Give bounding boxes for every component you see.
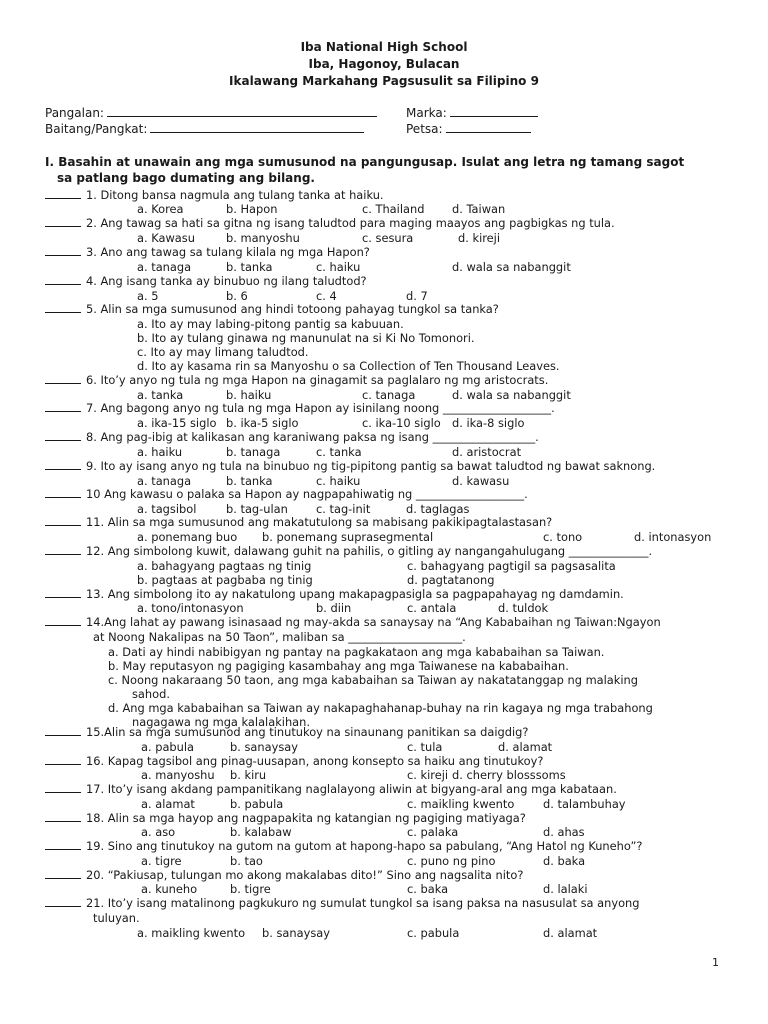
pangalan-line[interactable] bbox=[107, 106, 377, 117]
answer-option: b. 6 bbox=[226, 289, 248, 303]
answer-blank[interactable] bbox=[45, 897, 81, 907]
answer-option: c. kireji bbox=[407, 768, 449, 782]
question-15 bbox=[45, 725, 528, 739]
answer-option: c. ika-10 siglo bbox=[362, 416, 441, 430]
answer-option: c. Noong nakaraang 50 taon, ang mga kababaihan sa Taiwan ay nakatatanggap ng malaking bbox=[108, 673, 639, 687]
answer-option: c. palaka bbox=[407, 825, 459, 839]
answer-option: b. haiku bbox=[226, 388, 272, 402]
question-5 bbox=[45, 302, 499, 316]
question-text: 19. Sino ang tinutukoy na gutom na gutom at hapong-hapo sa pabulang, “Ang Hatol ng Kuneho”? bbox=[86, 839, 643, 853]
answer-option: b. tanka bbox=[226, 260, 273, 274]
question-text: 7. Ang bagong anyo ng tula ng mga Hapon ay isinilang noong ___________________. bbox=[86, 401, 555, 415]
answer-option: d. lalaki bbox=[543, 882, 588, 896]
petsa-label: Petsa: bbox=[406, 122, 443, 136]
school-name: Iba National High School bbox=[300, 40, 468, 54]
marka-field[interactable] bbox=[406, 106, 538, 120]
answer-blank[interactable] bbox=[45, 460, 81, 470]
answer-option: b. pagtaas at pagbaba ng tinig bbox=[137, 573, 313, 587]
answer-option: c. maikling kwento bbox=[407, 797, 515, 811]
school-address: Iba, Hagonoy, Bulacan bbox=[308, 57, 460, 71]
instructions bbox=[45, 154, 745, 186]
answer-option: d. aristocrat bbox=[452, 445, 522, 459]
answer-blank[interactable] bbox=[45, 189, 81, 199]
question-18 bbox=[45, 811, 526, 825]
question-9 bbox=[45, 459, 655, 473]
answer-blank[interactable] bbox=[45, 374, 81, 384]
answer-blank[interactable] bbox=[45, 431, 81, 441]
question-20 bbox=[45, 868, 523, 882]
instructions-line-2: sa patlang bago dumating ang bilang. bbox=[57, 171, 315, 185]
question-text-continued: at Noong Nakalipas na 50 Taon”, maliban sa ____________________. bbox=[93, 630, 466, 644]
answer-option: a. pabula bbox=[141, 740, 195, 754]
answer-option: d. wala sa nabanggit bbox=[452, 388, 571, 402]
answer-option: a. aso bbox=[141, 825, 176, 839]
answer-option: b. Hapon bbox=[226, 202, 278, 216]
answer-blank[interactable] bbox=[45, 869, 81, 879]
baitang-label: Baitang/Pangkat: bbox=[45, 122, 148, 136]
answer-option: a. kuneho bbox=[141, 882, 198, 896]
answer-option: b. Ito ay tulang ginawa ng manunulat na si Ki No Tomonori. bbox=[137, 331, 475, 345]
question-text: 21. Ito’y isang matalinong pagkukuro ng sumulat tungkol sa isang paksa na nasusulat sa anyong bbox=[86, 896, 640, 910]
question-14 bbox=[45, 615, 661, 629]
answer-blank[interactable] bbox=[45, 726, 81, 736]
question-text: 10 Ang kawasu o palaka sa Hapon ay nagpapahiwatig ng ___________________. bbox=[86, 487, 528, 501]
answer-option: a. alamat bbox=[141, 797, 195, 811]
answer-blank[interactable] bbox=[45, 588, 81, 598]
question-12 bbox=[45, 544, 652, 558]
question-text: 17. Ito’y isang akdang pampanitikang naglalayong aliwin at bigyang-aral ang mga kabataan. bbox=[86, 782, 617, 796]
answer-blank[interactable] bbox=[45, 303, 81, 313]
answer-option: d. kawasu bbox=[452, 474, 510, 488]
answer-option: d. intonasyon bbox=[634, 530, 712, 544]
question-text: 13. Ang simbolong ito ay nakatulong upang makapagpasigla sa pagpapahayag ng damdamin. bbox=[86, 587, 624, 601]
question-1 bbox=[45, 188, 384, 202]
answer-option: b. sanaysay bbox=[230, 740, 298, 754]
answer-option: d. Ito ay kasama rin sa Manyoshu o sa Collection of Ten Thousand Leaves. bbox=[137, 359, 560, 373]
answer-option: d. cherry blosssoms bbox=[452, 768, 566, 782]
question-text-continued: tuluyan. bbox=[93, 911, 140, 925]
question-text: 5. Alin sa mga sumusunod ang hindi totoong pahayag tungkol sa tanka? bbox=[86, 302, 499, 316]
question-text: 1. Ditong bansa nagmula ang tulang tanka at haiku. bbox=[86, 188, 384, 202]
answer-blank[interactable] bbox=[45, 217, 81, 227]
answer-option: d. taglagas bbox=[406, 502, 470, 516]
petsa-line[interactable] bbox=[446, 122, 531, 133]
answer-option: d. kireji bbox=[458, 231, 501, 245]
answer-option: b. May reputasyon ng pagiging kasambahay ang mga Taiwanese na kababaihan. bbox=[108, 659, 569, 673]
question-8 bbox=[45, 430, 539, 444]
answer-blank[interactable] bbox=[45, 545, 81, 555]
answer-option: b. kalabaw bbox=[230, 825, 292, 839]
answer-option: d. baka bbox=[543, 854, 586, 868]
answer-option: c. tanaga bbox=[362, 388, 416, 402]
answer-option: c. Ito ay may limang taludtod. bbox=[137, 345, 309, 359]
answer-blank[interactable] bbox=[45, 516, 81, 526]
answer-option: b. ponemang suprasegmental bbox=[262, 530, 434, 544]
answer-blank[interactable] bbox=[45, 840, 81, 850]
answer-option: d. alamat bbox=[543, 926, 598, 940]
answer-option: b. kiru bbox=[230, 768, 267, 782]
answer-option: d. wala sa nabanggit bbox=[452, 260, 571, 274]
answer-option: b. ika-5 siglo bbox=[226, 416, 299, 430]
question-text: 9. Ito ay isang anyo ng tula na binubuo ng tig-pipitong pantig sa bawat taludtod ng bawat saknong. bbox=[86, 459, 656, 473]
question-text: 16. Kapag tagsibol ang pinag-uusapan, anong konsepto sa haiku ang tinutukoy? bbox=[86, 754, 544, 768]
answer-option: sahod. bbox=[132, 687, 170, 701]
pangalan-field[interactable] bbox=[45, 106, 377, 120]
pangalan-label: Pangalan: bbox=[45, 106, 104, 120]
question-text: 18. Alin sa mga hayop ang nagpapakita ng katangian ng pagiging matiyaga? bbox=[86, 811, 526, 825]
answer-option: b. pabula bbox=[230, 797, 284, 811]
answer-option: b. diin bbox=[316, 601, 352, 615]
answer-option: a. tanaga bbox=[137, 260, 192, 274]
question-text: 14.Ang lahat ay pawang isinasaad ng may-akda sa sanaysay na “Ang Kababaihan ng Taiwan:Ngayon bbox=[86, 615, 661, 629]
answer-option: a. haiku bbox=[137, 445, 183, 459]
answer-blank[interactable] bbox=[45, 488, 81, 498]
answer-option: a. bahagyang pagtaas ng tinig bbox=[137, 559, 312, 573]
answer-option: a. tanaga bbox=[137, 474, 192, 488]
answer-option: a. tigre bbox=[141, 854, 182, 868]
answer-option: d. tuldok bbox=[498, 601, 549, 615]
answer-option: a. tagsibol bbox=[137, 502, 197, 516]
answer-option: d. Taiwan bbox=[452, 202, 506, 216]
answer-option: a. maikling kwento bbox=[137, 926, 246, 940]
answer-option: a. Dati ay hindi nabibigyan ng pantay na pagkakataon ang mga kababaihan sa Taiwan. bbox=[108, 645, 605, 659]
answer-option: a. Kawasu bbox=[137, 231, 195, 245]
answer-option: b. tigre bbox=[230, 882, 271, 896]
answer-option: c. pabula bbox=[407, 926, 460, 940]
answer-option: c. haiku bbox=[316, 474, 361, 488]
answer-option: b. tag-ulan bbox=[226, 502, 288, 516]
answer-option: a. tono/intonasyon bbox=[137, 601, 244, 615]
question-text: 2. Ang tawag sa hati sa gitna ng isang taludtod para maging maayos ang pagbigkas ng tula. bbox=[86, 216, 615, 230]
answer-option: a. 5 bbox=[137, 289, 159, 303]
answer-option: c. tula bbox=[407, 740, 443, 754]
question-17 bbox=[45, 782, 617, 796]
answer-option: d. ika-8 siglo bbox=[452, 416, 525, 430]
answer-option: c. 4 bbox=[316, 289, 337, 303]
question-text: 4. Ang isang tanka ay binubuo ng ilang taludtod? bbox=[86, 274, 367, 288]
answer-option: c. tono bbox=[543, 530, 583, 544]
answer-option: d. ahas bbox=[543, 825, 585, 839]
question-21 bbox=[45, 896, 640, 910]
question-text: 6. Ito’y anyo ng tula ng mga Hapon na ginagamit sa paglalaro ng mg aristocrats. bbox=[86, 373, 549, 387]
answer-option: b. manyoshu bbox=[226, 231, 300, 245]
answer-option: c. tag-init bbox=[316, 502, 371, 516]
question-13 bbox=[45, 587, 624, 601]
answer-option: a. tanka bbox=[137, 388, 184, 402]
question-6 bbox=[45, 373, 548, 387]
question-3 bbox=[45, 245, 370, 259]
answer-option: a. Korea bbox=[137, 202, 184, 216]
marka-label: Marka: bbox=[406, 106, 447, 120]
answer-option: c. bahagyang pagtigil sa pagsasalita bbox=[407, 559, 616, 573]
answer-blank[interactable] bbox=[45, 783, 81, 793]
answer-option: d. Ang mga kababaihan sa Taiwan ay nakapaghahanap-buhay na rin kagaya ng mga trabahong bbox=[108, 701, 653, 715]
answer-option: c. antala bbox=[407, 601, 457, 615]
exam-title: Ikalawang Markahang Pagsusulit sa Filipino 9 bbox=[229, 74, 539, 88]
question-text: 11. Alin sa mga sumusunod ang makatutulong sa mabisang pakikipagtalastasan? bbox=[86, 515, 553, 529]
marka-line[interactable] bbox=[450, 106, 538, 117]
question-text: 15.Alin sa mga sumusunod ang tinutukoy na sinaunang panitikan sa daigdig? bbox=[86, 725, 529, 739]
answer-blank[interactable] bbox=[45, 812, 81, 822]
answer-option: c. sesura bbox=[362, 231, 414, 245]
answer-option: d. 7 bbox=[406, 289, 428, 303]
question-2 bbox=[45, 216, 615, 230]
answer-option: c. baka bbox=[407, 882, 449, 896]
answer-option: d. pagtatanong bbox=[407, 573, 495, 587]
question-19 bbox=[45, 839, 642, 853]
question-text: 12. Ang simbolong kuwit, dalawang guhit na pahilis, o gitling ay nangangahulugang ______________. bbox=[86, 544, 653, 558]
page-number: 1 bbox=[712, 956, 719, 969]
answer-option: nagagawa ng mga kalalakihan. bbox=[132, 715, 311, 729]
answer-option: b. tanaga bbox=[226, 445, 281, 459]
answer-blank[interactable] bbox=[45, 275, 81, 285]
answer-blank[interactable] bbox=[45, 402, 81, 412]
question-7 bbox=[45, 401, 555, 415]
question-4 bbox=[45, 274, 367, 288]
question-text: 20. “Pakiusap, tulungan mo akong makalabas dito!” Sino ang nagsalita nito? bbox=[86, 868, 524, 882]
answer-option: a. ponemang buo bbox=[137, 530, 238, 544]
answer-option: a. Ito ay may labing-pitong pantig sa kabuuan. bbox=[137, 317, 404, 331]
answer-option: c. haiku bbox=[316, 260, 361, 274]
baitang-line[interactable] bbox=[150, 122, 364, 133]
petsa-field[interactable] bbox=[406, 122, 531, 136]
answer-option: b. tao bbox=[230, 854, 263, 868]
answer-blank[interactable] bbox=[45, 616, 81, 626]
instructions-line-1: I. Basahin at unawain ang mga sumusunod na pangungusap. Isulat ang letra ng tamang sagot bbox=[45, 155, 685, 169]
question-10 bbox=[45, 487, 528, 501]
question-16 bbox=[45, 754, 543, 768]
answer-option: b. sanaysay bbox=[262, 926, 330, 940]
answer-option: b. tanka bbox=[226, 474, 273, 488]
answer-option: a. manyoshu bbox=[141, 768, 215, 782]
question-text: 8. Ang pag-ibig at kalikasan ang karaniwang paksa ng isang __________________. bbox=[86, 430, 539, 444]
question-11 bbox=[45, 515, 552, 529]
answer-option: c. puno ng pino bbox=[407, 854, 496, 868]
answer-blank[interactable] bbox=[45, 755, 81, 765]
question-text: 3. Ano ang tawag sa tulang kilala ng mga Hapon? bbox=[86, 245, 370, 259]
answer-blank[interactable] bbox=[45, 246, 81, 256]
answer-option: d. talambuhay bbox=[543, 797, 626, 811]
answer-option: c. tanka bbox=[316, 445, 362, 459]
baitang-field[interactable] bbox=[45, 122, 364, 136]
answer-option: a. ika-15 siglo bbox=[137, 416, 217, 430]
answer-option: c. Thailand bbox=[362, 202, 425, 216]
answer-option: d. alamat bbox=[498, 740, 553, 754]
